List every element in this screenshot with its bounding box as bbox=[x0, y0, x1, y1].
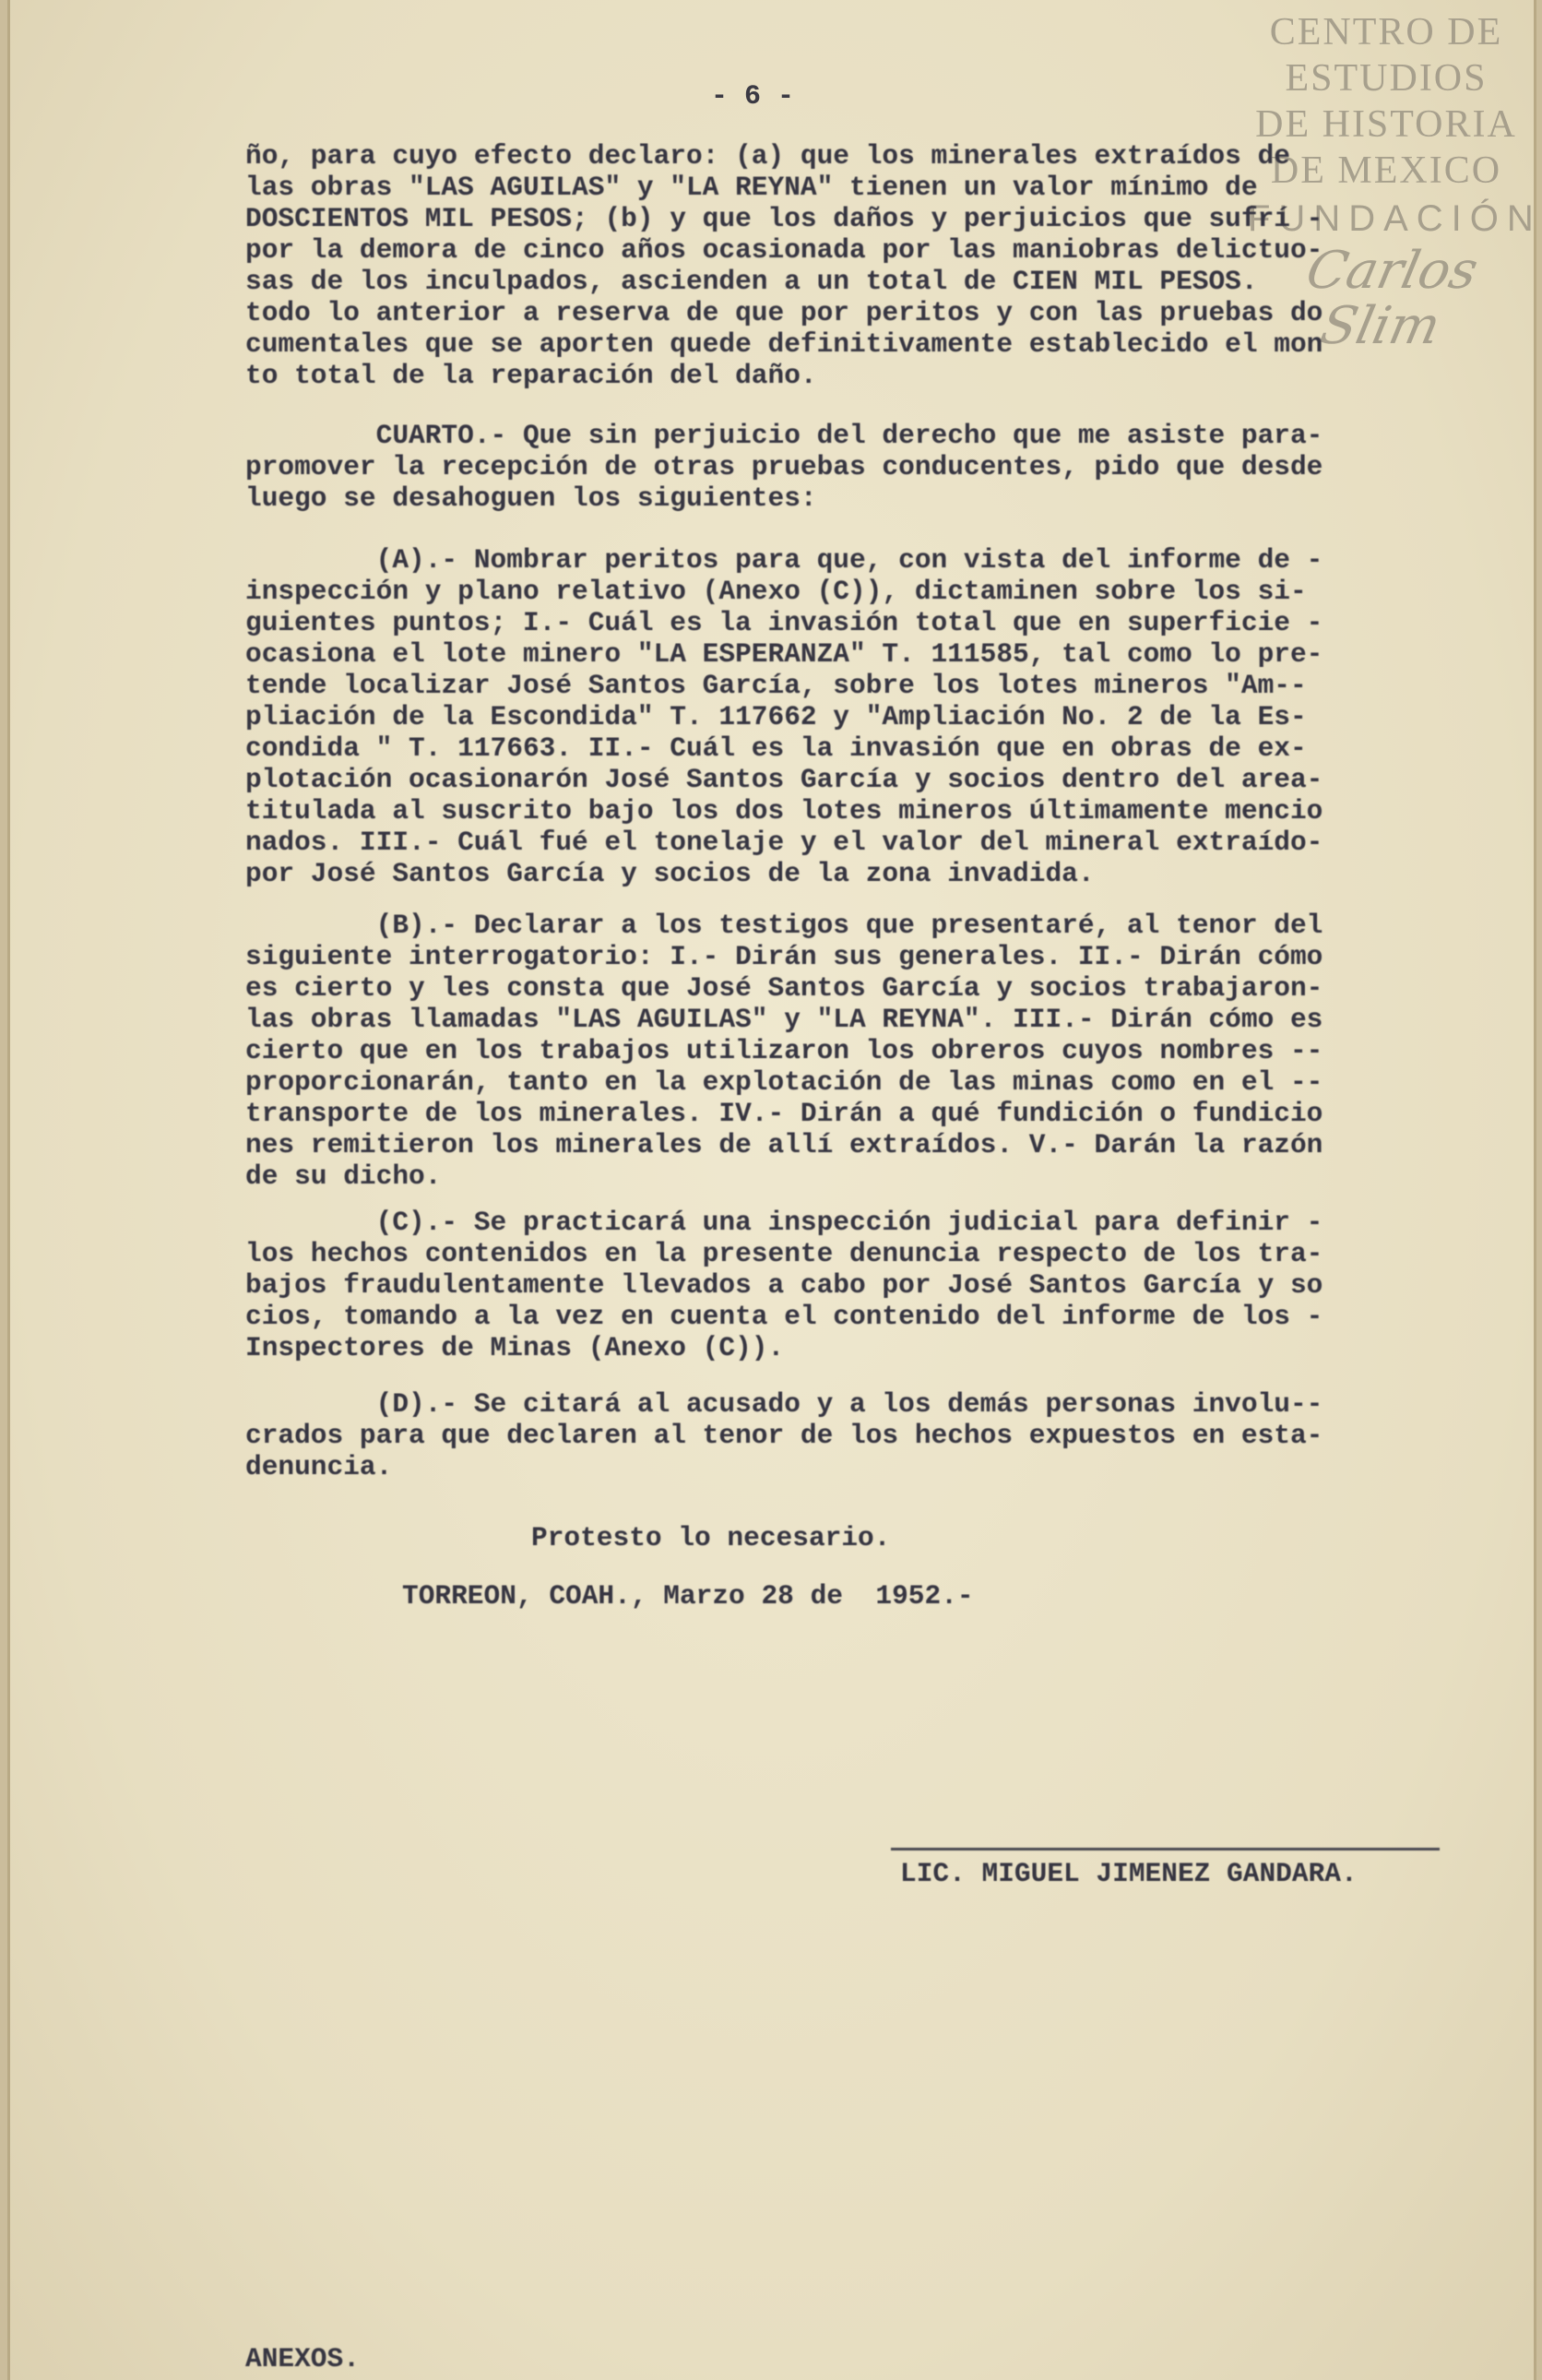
page-number: - 6 - bbox=[711, 81, 795, 113]
place-date-line: TORREON, COAH., Marzo 28 de 1952.- bbox=[402, 1580, 974, 1612]
protesto-line: Protesto lo necesario. bbox=[531, 1522, 891, 1553]
watermark-line-2: ESTUDIOS bbox=[1285, 57, 1488, 100]
anexos-label: ANEXOS. bbox=[245, 2343, 360, 2374]
signatory-name: LIC. MIGUEL JIMENEZ GANDARA. bbox=[900, 1858, 1358, 1889]
document-page bbox=[7, 0, 1542, 2380]
paragraph-citacion: (D).- Se citará al acusado y a los demás personas involu-- crados para que declaren al tenor de los hechos expuestos en esta- denuncia. bbox=[245, 1388, 1323, 1482]
paragraph-peritos: (A).- Nombrar peritos para que, con vista del informe de - inspección y plano relativo (Anexo (C)), dictaminen sobre los si- guientes puntos; I.- Cuál es la invasión total que en superficie - ocasiona el lote minero "LA ESPERANZA" T. 111585, tal como lo pre- tende localizar José Santos García, sobre los lotes mineros "Am-- pliación de la Escondida" T. 117662 y "Ampliación No. 2 de la Es- condida " T. 117663. II.- Cuál es la invasión que en obras de ex- plotación ocasionarón José Santos García y socios dentro del area- titulada al suscrito bajo los dos lotes mineros últimamente mencio nados. III.- Cuál fué el tonelaje y el valor del mineral extraído- por José Santos García y socios de la zona invadida. bbox=[245, 544, 1323, 889]
watermark-line-3: DE HISTORIA bbox=[1255, 103, 1517, 146]
paragraph-cuarto: CUARTO.- Que sin perjuicio del derecho que me asiste para- promover la recepción de otras pruebas conducentes, pido que desde luego se desahoguen los siguientes: bbox=[245, 420, 1323, 514]
watermark-foundation: FUNDACIÓN bbox=[1248, 198, 1542, 239]
watermark-line-4: DE MEXICO bbox=[1270, 149, 1502, 192]
paragraph-inspeccion: (C).- Se practicará una inspección judicial para definir - los hechos contenidos en la presente denuncia respecto de los tra- bajos fraudulentamente llevados a cabo por José Santos García y so cios, tomando a la vez en cuenta el contenido del informe de los - Inspectores de Minas (Anexo (C)). bbox=[245, 1207, 1323, 1363]
paragraph-testigos: (B).- Declarar a los testigos que presentaré, al tenor del siguiente interrogatorio: I.- Dirán sus generales. II.- Dirán cómo es cierto y les consta que José Santos García y socios trabajaron- las obras llamadas "LAS AGUILAS" y "LA REYNA". III.- Dirán cómo es cierto que en los trabajos utilizaron los obreros cuyos nombres -- proporcionarán, tanto en la explotación de las minas como en el -- transporte de los minerales. IV.- Dirán a qué fundición o fundicio nes remitieron los minerales de allí extraídos. V.- Darán la razón de su dicho. bbox=[245, 910, 1323, 1192]
signature-line bbox=[891, 1848, 1440, 1850]
watermark-signature: Carlos Slim bbox=[1300, 241, 1484, 356]
watermark-line-1: CENTRO DE bbox=[1269, 11, 1503, 54]
paragraph-reparacion: ño, para cuyo efecto declaro: (a) que los minerales extraídos de las obras "LAS AGUILAS" y "LA REYNA" tienen un valor mínimo de DOSCIENTOS MIL PESOS; (b) y que los daños y perjuicios que sufrí - por la demora de cinco años ocasionada por las maniobras delictuo- sas de los inculpados, ascienden a un total de CIEN MIL PESOS. todo lo anterior a reserva de que por peritos y con las pruebas do cumentales que se aporten quede definitivamente establecido el mon to total de la reparación del daño. bbox=[245, 140, 1323, 391]
